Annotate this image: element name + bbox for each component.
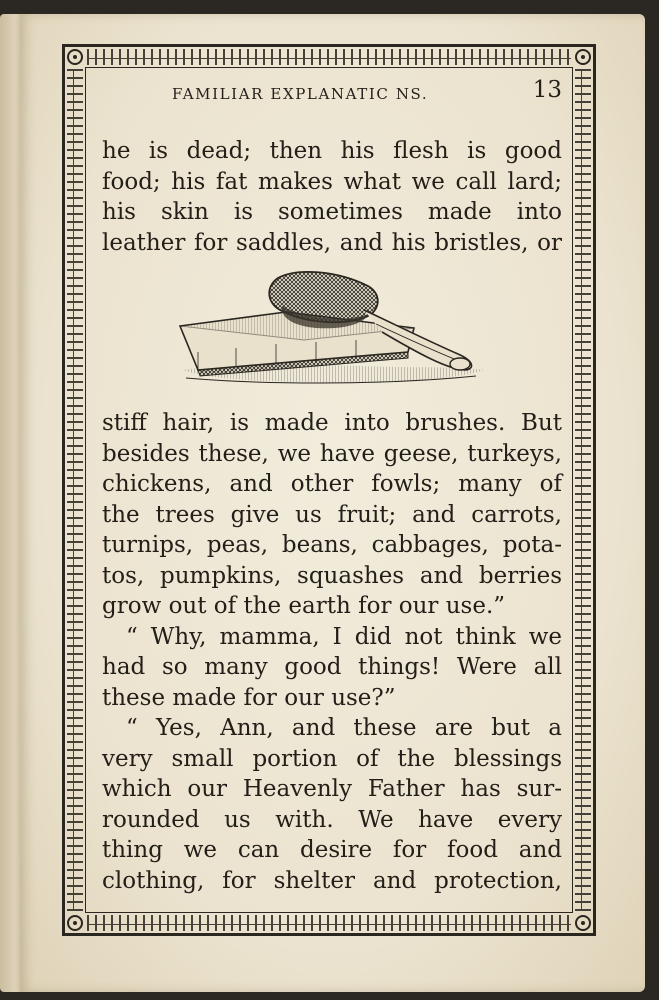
text-line: “ Why, mamma, I did not think we [126, 623, 562, 650]
text-line: which our Heavenly Father has sur- [102, 776, 562, 802]
text-line: leather for saddles, and his bristles, or [102, 229, 562, 256]
text-line: thing we can desire for food and [102, 837, 562, 863]
text-line: the trees give us fruit; and carrots, [102, 501, 562, 528]
brush-illustration [176, 266, 488, 394]
text-line: he is dead; then his flesh is good [102, 138, 562, 164]
page-header [104, 76, 562, 108]
border-corner-rosette [575, 915, 591, 931]
border-band-right [575, 69, 591, 911]
text-line: clothing, for shelter and protection, [102, 867, 562, 894]
border-corner-rosette [575, 49, 591, 65]
text-line: had so many good things! Were all [102, 654, 562, 680]
border-band-bottom [87, 915, 571, 931]
text-line: his skin is sometimes made into [102, 199, 562, 225]
text-block-bottom [102, 408, 562, 896]
text-line: food; his fat makes what we call lard; [102, 168, 562, 195]
text-line: grow out of the earth for our use.” [102, 593, 506, 619]
text-line: tos, pumpkins, squashes and berries [102, 562, 562, 589]
text-block-top [102, 136, 562, 258]
text-line: stiff hair, is made into brushes. But [102, 410, 562, 436]
text-line: rounded us with. We have every [102, 806, 562, 833]
text-line: besides these, we have geese, turkeys, [102, 440, 562, 467]
running-head: FAMILIAR EXPLANATIC NS. [172, 85, 429, 103]
text-line: these made for our use?” [102, 684, 396, 711]
text-line: chickens, and other fowls; many of [102, 471, 562, 497]
previous-page-edge [0, 14, 22, 992]
text-line: “ Yes, Ann, and these are but a [126, 715, 562, 741]
border-band-top [87, 49, 571, 65]
border-corner-rosette [67, 915, 83, 931]
border-band-left [67, 69, 83, 911]
text-line: turnips, peas, beans, cabbages, pota- [102, 532, 562, 558]
page-number: 13 [532, 77, 562, 103]
border-corner-rosette [67, 49, 83, 65]
text-line: very small portion of the blessings [102, 745, 562, 772]
